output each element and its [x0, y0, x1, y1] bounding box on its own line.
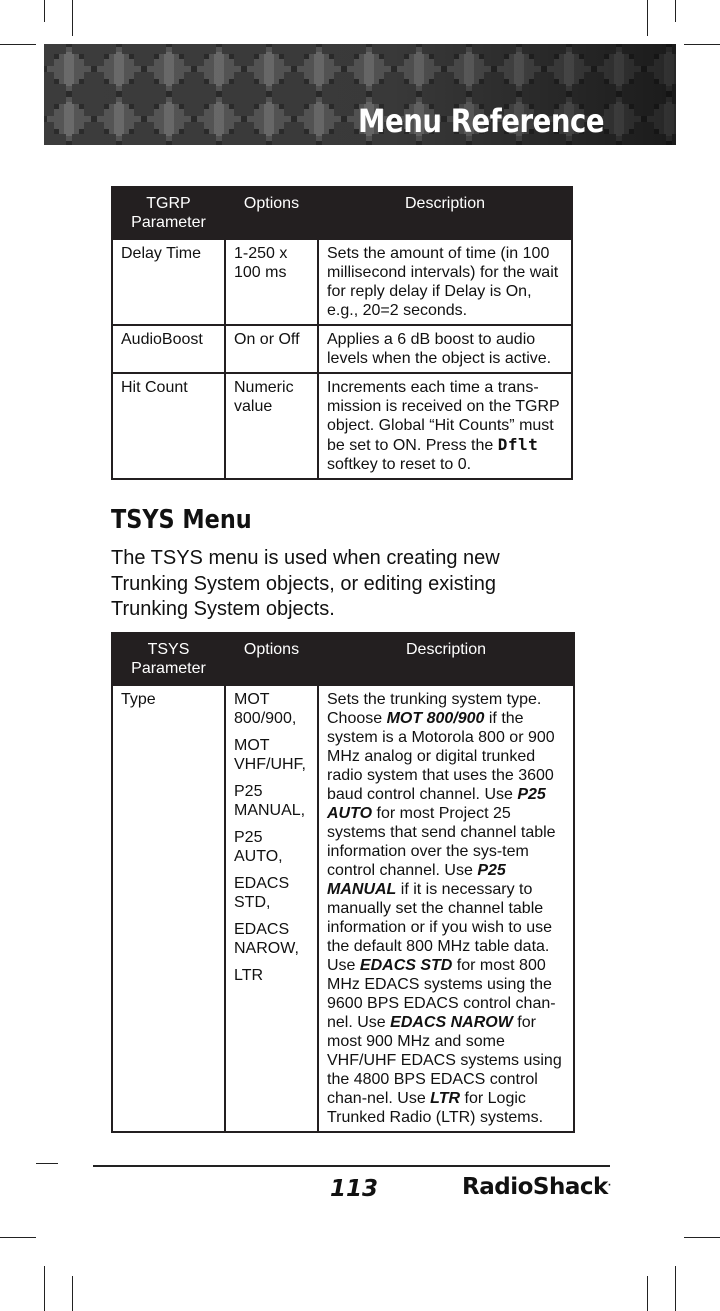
table-row [112, 325, 572, 373]
options-cell: On or Off [225, 325, 318, 373]
option-item: EDACS NAROW, [234, 921, 299, 957]
options-cell [225, 685, 318, 1132]
option-name-emphasis: EDACS NAROW [390, 1014, 513, 1031]
option-item: LTR [234, 967, 264, 984]
crop-mark [36, 1163, 58, 1164]
crop-mark [675, 1266, 676, 1311]
table-row [112, 373, 572, 479]
description-cell: Sets the amount of time (in 100 millisecond intervals) for the wait for reply delay if Delay is On, e.g., 20=2 seconds. [318, 239, 572, 325]
crop-mark [44, 1266, 45, 1311]
option-item: MOT VHF/UHF, [234, 737, 306, 773]
option-name-emphasis: P25 AUTO [327, 786, 546, 822]
crop-mark [684, 1237, 720, 1238]
option-name-emphasis: EDACS STD [359, 957, 453, 974]
crop-mark [647, 0, 648, 36]
option-item: P25 MANUAL, [234, 783, 306, 819]
table-row [112, 685, 574, 1132]
brand-name: RadioShack [462, 1174, 608, 1200]
crop-mark [684, 44, 720, 45]
description-text: Sets the trunking system type. Choose [327, 691, 542, 727]
footer-rule [93, 1165, 610, 1167]
option-name-emphasis: MOT 800/900 [386, 710, 485, 727]
description-text: for most Project 25 systems that send channel table information over the sys-tem control channel. Use [327, 805, 556, 879]
crop-mark [44, 0, 45, 22]
brand-mark: . [607, 1178, 611, 1189]
param-cell: Hit Count [112, 373, 225, 479]
header-banner [44, 44, 676, 145]
crop-mark [675, 0, 676, 22]
description-cell [318, 685, 574, 1132]
tsys-parameter-table [111, 632, 575, 1133]
description-text: if the system is a Motorola 800 or 900 MHz analog or digital trunked radio system that uses the 3600 baud control channel. Use [327, 710, 555, 803]
description-cell [318, 373, 572, 479]
table-row [112, 239, 572, 325]
description-cell: Applies a 6 dB boost to audio levels when the object is active. [318, 325, 572, 373]
crop-mark [647, 1276, 648, 1311]
column-header-description: Description [318, 633, 574, 685]
section-intro: The TSYS menu is used when creating new Trunking System objects, or editing existing Trunking System objects. [111, 547, 500, 620]
column-header-description: Description [318, 187, 572, 239]
param-cell: AudioBoost [112, 325, 225, 373]
page-number: 113 [330, 1176, 379, 1202]
description-text: for most 800 MHz EDACS systems using the 9600 BPS EDACS control chan-nel. Use [327, 957, 556, 1031]
description-text: for most 900 MHz and some VHF/UHF EDACS systems using the 4800 BPS EDACS control chan-nel. Use [327, 1014, 562, 1107]
column-header-parameter: TSYS Parameter [112, 633, 225, 685]
tgrp-parameter-table [111, 186, 573, 480]
options-cell: Numeric value [225, 373, 318, 479]
brand-logo [462, 1174, 611, 1200]
option-item: MOT 800/900, [234, 691, 297, 727]
crop-mark [0, 44, 36, 45]
dflt-softkey-label: Dflt [497, 435, 539, 454]
crop-mark [0, 1237, 36, 1238]
section-title: TSYS Menu [111, 505, 252, 535]
options-cell: 1-250 x 100 ms [225, 239, 318, 325]
param-cell: Delay Time [112, 239, 225, 325]
description-text: for Logic Trunked Radio (LTR) systems. [327, 1090, 544, 1126]
crop-mark [72, 0, 73, 36]
column-header-options: Options [225, 633, 318, 685]
param-cell: Type [112, 685, 225, 1132]
option-item: EDACS STD, [234, 875, 290, 911]
column-header-options: Options [225, 187, 318, 239]
page-header-title: Menu Reference [357, 102, 604, 140]
column-header-parameter: TGRP Parameter [112, 187, 225, 239]
option-name-emphasis: P25 MANUAL [327, 862, 506, 898]
description-text: Increments each time a trans-mission is received on the TGRP object. Global “Hit Counts” must be set to ON. Press the [327, 379, 560, 454]
option-name-emphasis: LTR [430, 1090, 461, 1107]
crop-mark [72, 1276, 73, 1311]
option-item: P25 AUTO, [234, 829, 283, 865]
description-text: softkey to reset to 0. [327, 456, 472, 473]
table-header-row [112, 187, 572, 239]
description-text: if it is necessary to manually set the channel table information or if you wish to use the default 800 MHz table data. Use [327, 881, 552, 974]
table-header-row [112, 633, 574, 685]
